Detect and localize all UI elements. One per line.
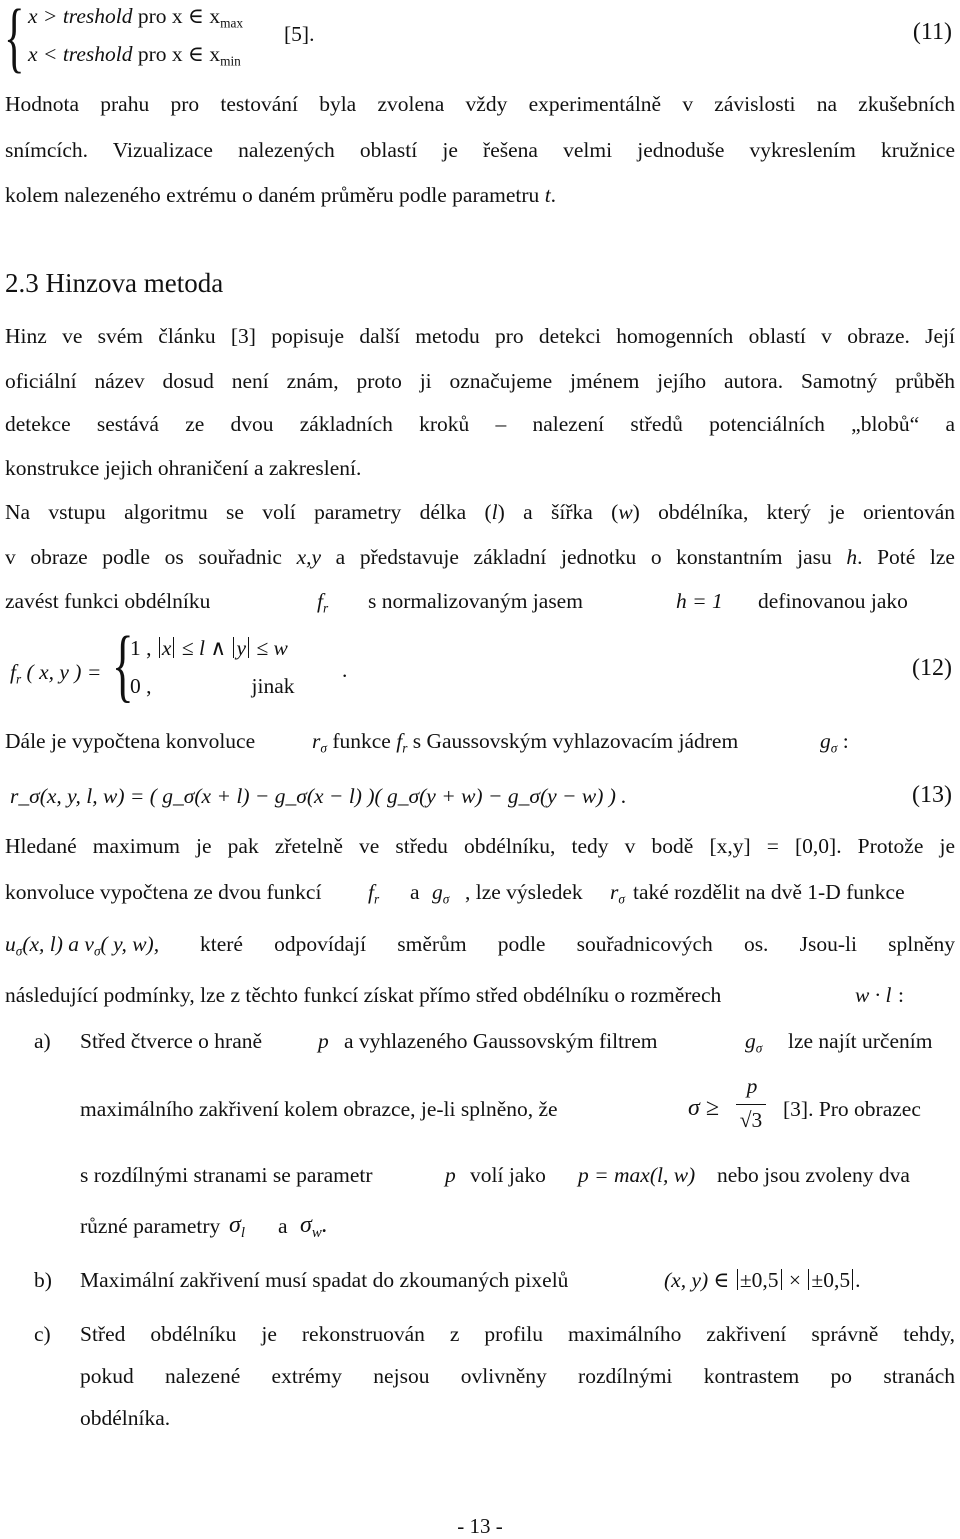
- equation-13-body: r_σ(x, y, l, w) = ( g_σ(x + l) − g_σ(x − l) )( g_σ(y + w) − g_σ(y − w) ) .: [10, 784, 627, 808]
- paragraph-3-line-2: v obraze podle os souřadnic x,y a představuje základní jednotku o konstantním jasu h. Poté lze: [5, 545, 955, 569]
- equation-11-line2: x < treshold pro x ∈ $x_{min}$: [28, 42, 241, 69]
- equation-11-number: (11): [912, 19, 952, 45]
- document-page: { x > treshold pro x ∈ $x_{max}$ x < treshold pro x ∈ $x_{min}$ [5]. (11) Hodnota prahu pro testování byla zvolena vždy experimentálně v závislosti na zkušebních snímcích. Vizualizace nalezených oblastí je řešena velmi jednoduše vykreslením kružnice kolem nalezeného extrému o daném průměru podle parametru t. 2.3 Hinzova metoda Hinz ve svém článku [3] popisuje další metodu pro detekci homogenních oblastí v obraze. Její oficiální název dosud není znám, proto ji označujeme jménem jejího autora. Samotný průběh detekce sestává ze dvou základních kroků – nalezení středů potenciálních „blobů“ a konstrukce jejich ohraničení a zakreslení. Na vstupu algoritmu se volí parametry délka (l) a šířka (w) obdélníka, který je orientován v obraze podle os souřadnic x,y a představuje základní jednotku o konstantním jasu h. Poté lze zavést funkci obdélníku $f_r$ s normalizovaným jasem h = 1 definovanou jako $f_r$ ( x, y ) = { 1 , x ≤ l ∧ y ≤ w 0 , jinak . (12) Dále je vypočtena konvoluce $r_\sigma$ funkce $f_r$ s Gaussovským vyhlazovacím jádrem $g_\sigma$ : r_σ(x, y, l, w) = ( g_σ(x + l) − g_σ(x − l) )( g_σ(y + w) − g_σ(y − w) ) . (13) Hledané maximum je pak zřetelně ve středu obdélníku, tedy v bodě [x,y] = [0,0]. Protože je konvoluce vypočtena ze dvou funkcí $f_r$ a $g_\sigma$ , lze výsledek $r_\sigma$ také rozdělit na dvě 1-D funkce $u_\sigma(x$, l) a $v_\sigma$( y, w), které odpovídají směrům podle souřadnicových os. Jsou-li splněny následující podmínky, lze z těchto funkcí získat přímo střed obdélníku o rozměrech w · l : a) Střed čtverce o hraně p a vyhlazeného Gaussovským filtrem $g_\sigma$ lze najít určením maximálního zakřivení kolem obrazce, je-li splněno, že σ ≥ p √3 [3]. Pro obrazec s rozdílnými stranami se parametr p volí jako p = max(l, w) nebo jsou zvoleny dva různé parametry $\sigma_l$ a $\sigma_w$. b) Maximální zakřivení musí spadat do zkoumaných pixelů (x, y) ∈ ±0,5 × ±0,5 . c) Střed obdélníku je rekonstruován z profilu maximálního zakřivení správně tehdy, pokud nalezené extrémy nejsou ovlivněny rozdílnými kontrastem po stranách obdélníka. - 13 -: [0, 0, 960, 1537]
- equation-12-brace: {: [112, 619, 134, 710]
- section-heading: 2.3 Hinzova metoda: [5, 268, 224, 298]
- paragraph-2-line-2: oficiální název dosud není znám, proto ji označujeme jménem jejího autora. Samotný průběh: [5, 369, 955, 393]
- equation-12-number: (12): [912, 655, 952, 681]
- paragraph-1-line-1: Hodnota prahu pro testování byla zvolena vždy experimentálně v závislosti na zkušebních: [5, 92, 955, 116]
- paragraph-3-line-1: Na vstupu algoritmu se volí parametry délka (l) a šířka (w) obdélníka, který je orientován: [5, 500, 956, 524]
- paragraph-2-line-4: konstrukce jejich ohraničení a zakreslení.: [5, 456, 362, 480]
- paragraph-1-line-2: snímcích. Vizualizace nalezených oblastí je řešena velmi jednoduše vykreslením kružnice: [5, 138, 955, 162]
- equation-11-reference: [5].: [284, 22, 315, 46]
- paragraph-2-line-3: detekce sestává ze dvou základních kroků – nalezení středů potenciálních „blobů“ a: [5, 412, 955, 436]
- equation-12-case-1: 1 , x ≤ l ∧ y ≤ w: [130, 636, 288, 660]
- equation-12-case-2: 0 , jinak: [130, 674, 295, 698]
- equation-11-brace: {: [4, 0, 25, 80]
- equation-13-number: (13): [912, 782, 952, 808]
- equation-11-line1: x > treshold pro x ∈ $x_{max}$: [28, 4, 244, 31]
- paragraph-2-line-1: Hinz ve svém článku [3] popisuje další metodu pro detekci homogenních oblastí v obraze. Její: [5, 324, 955, 348]
- equation-12-dot: .: [342, 658, 348, 682]
- equation-12-lhs: $f_r$ ( x, y ) =: [10, 660, 102, 687]
- paragraph-5-line-1: Hledané maximum je pak zřetelně ve středu obdélníku, tedy v bodě [x,y] = [0,0]. Protože je: [5, 834, 955, 858]
- page-number: - 13 -: [457, 1514, 503, 1538]
- paragraph-1-line-3: kolem nalezeného extrému o daném průměru podle parametru t.: [5, 183, 557, 207]
